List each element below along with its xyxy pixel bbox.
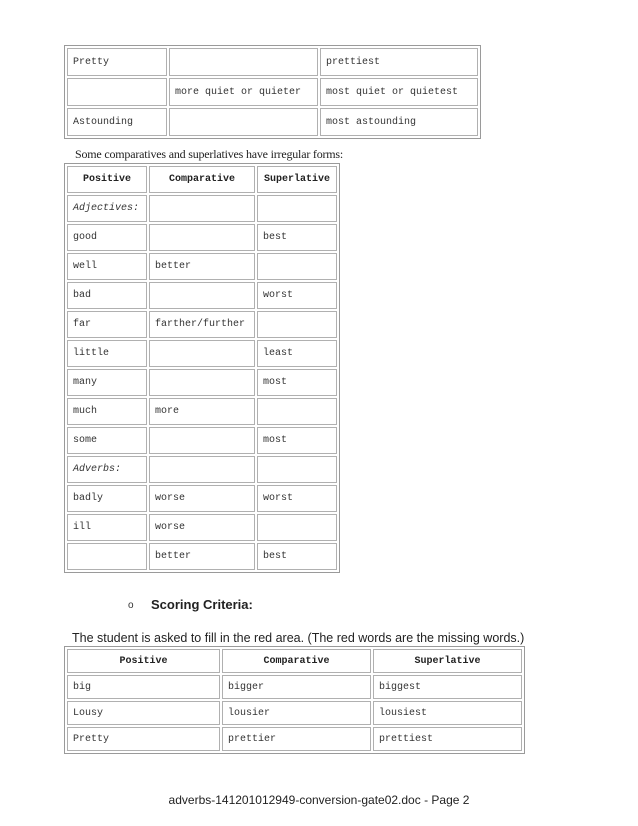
table-row xyxy=(67,340,337,367)
table-cell: lousiest xyxy=(373,701,522,725)
column-header: Positive xyxy=(67,649,220,673)
missing-word-cell: lousier xyxy=(222,701,371,725)
table-cell xyxy=(149,224,255,251)
missing-word-cell: prettier xyxy=(222,727,371,751)
table-cell: worse xyxy=(149,514,255,541)
table-cell xyxy=(67,543,147,570)
irregular-forms-note: Some comparatives and superlatives have irregular forms: xyxy=(75,147,344,161)
table-cell xyxy=(169,48,318,76)
table-cell: more xyxy=(149,398,255,425)
table-cell: least xyxy=(257,340,337,367)
table-row xyxy=(67,108,478,136)
table-cell xyxy=(257,311,337,338)
table-row xyxy=(67,485,337,512)
table-cell: worst xyxy=(257,282,337,309)
table-cell: big xyxy=(67,675,220,699)
table-cell: ill xyxy=(67,514,147,541)
table-cell xyxy=(169,108,318,136)
table-cell: prettiest xyxy=(373,727,522,751)
column-header: Positive xyxy=(67,166,147,193)
table-cell: much xyxy=(67,398,147,425)
table-cell xyxy=(149,456,255,483)
table-cell: worse xyxy=(149,485,255,512)
section-label: Adverbs: xyxy=(67,456,147,483)
table-header-row xyxy=(67,649,522,673)
table-cell xyxy=(257,456,337,483)
table-cell xyxy=(257,398,337,425)
table-cell: better xyxy=(149,253,255,280)
comparison-table-top xyxy=(64,45,481,139)
table-cell xyxy=(149,369,255,396)
table-cell: most xyxy=(257,369,337,396)
table-cell: bad xyxy=(67,282,147,309)
table-row xyxy=(67,224,337,251)
scoring-criteria-heading: Scoring Criteria: xyxy=(151,597,253,612)
missing-word-cell: bigger xyxy=(222,675,371,699)
table-cell: Lousy xyxy=(67,701,220,725)
table-cell: Pretty xyxy=(67,48,167,76)
instruction-text: The student is asked to fill in the red area. (The red words are the missing words.) xyxy=(72,631,525,645)
table-cell xyxy=(149,340,255,367)
table-cell: worst xyxy=(257,485,337,512)
table-cell: far xyxy=(67,311,147,338)
column-header: Superlative xyxy=(257,166,337,193)
table-cell: some xyxy=(67,427,147,454)
section-label: Adjectives: xyxy=(67,195,147,222)
column-header: Comparative xyxy=(222,649,371,673)
page-footer: adverbs-141201012949-conversion-gate02.doc - Page 2 xyxy=(168,793,470,807)
table-header-row xyxy=(67,166,337,193)
table-row xyxy=(67,78,478,106)
table-cell: most quiet or quietest xyxy=(320,78,478,106)
table-cell: many xyxy=(67,369,147,396)
table-cell: little xyxy=(67,340,147,367)
table-cell: best xyxy=(257,224,337,251)
table-cell: more quiet or quieter xyxy=(169,78,318,106)
table-row xyxy=(67,398,337,425)
table-cell: best xyxy=(257,543,337,570)
table-cell: good xyxy=(67,224,147,251)
table-cell: farther/further xyxy=(149,311,255,338)
table-cell xyxy=(149,282,255,309)
table-cell: most xyxy=(257,427,337,454)
table-cell xyxy=(149,195,255,222)
table-row xyxy=(67,675,522,699)
table-row xyxy=(67,48,478,76)
table-cell xyxy=(257,514,337,541)
table-cell: prettiest xyxy=(320,48,478,76)
table-cell xyxy=(149,427,255,454)
table-cell: well xyxy=(67,253,147,280)
table-cell xyxy=(257,253,337,280)
table-row xyxy=(67,514,337,541)
section-row-adjectives xyxy=(67,195,337,222)
bullet-marker: o xyxy=(128,600,134,611)
column-header: Superlative xyxy=(373,649,522,673)
table-row xyxy=(67,543,337,570)
table-row xyxy=(67,253,337,280)
irregular-forms-table xyxy=(64,163,340,573)
table-cell xyxy=(67,78,167,106)
table-row xyxy=(67,701,522,725)
table-row xyxy=(67,427,337,454)
table-row xyxy=(67,369,337,396)
scoring-table xyxy=(64,646,525,754)
table-cell: better xyxy=(149,543,255,570)
table-cell: most astounding xyxy=(320,108,478,136)
table-row xyxy=(67,727,522,751)
table-row xyxy=(67,311,337,338)
table-row xyxy=(67,282,337,309)
table-cell: Pretty xyxy=(67,727,220,751)
column-header: Comparative xyxy=(149,166,255,193)
table-cell xyxy=(257,195,337,222)
section-row-adverbs xyxy=(67,456,337,483)
table-cell: badly xyxy=(67,485,147,512)
missing-word-cell: biggest xyxy=(373,675,522,699)
table-cell: Astounding xyxy=(67,108,167,136)
